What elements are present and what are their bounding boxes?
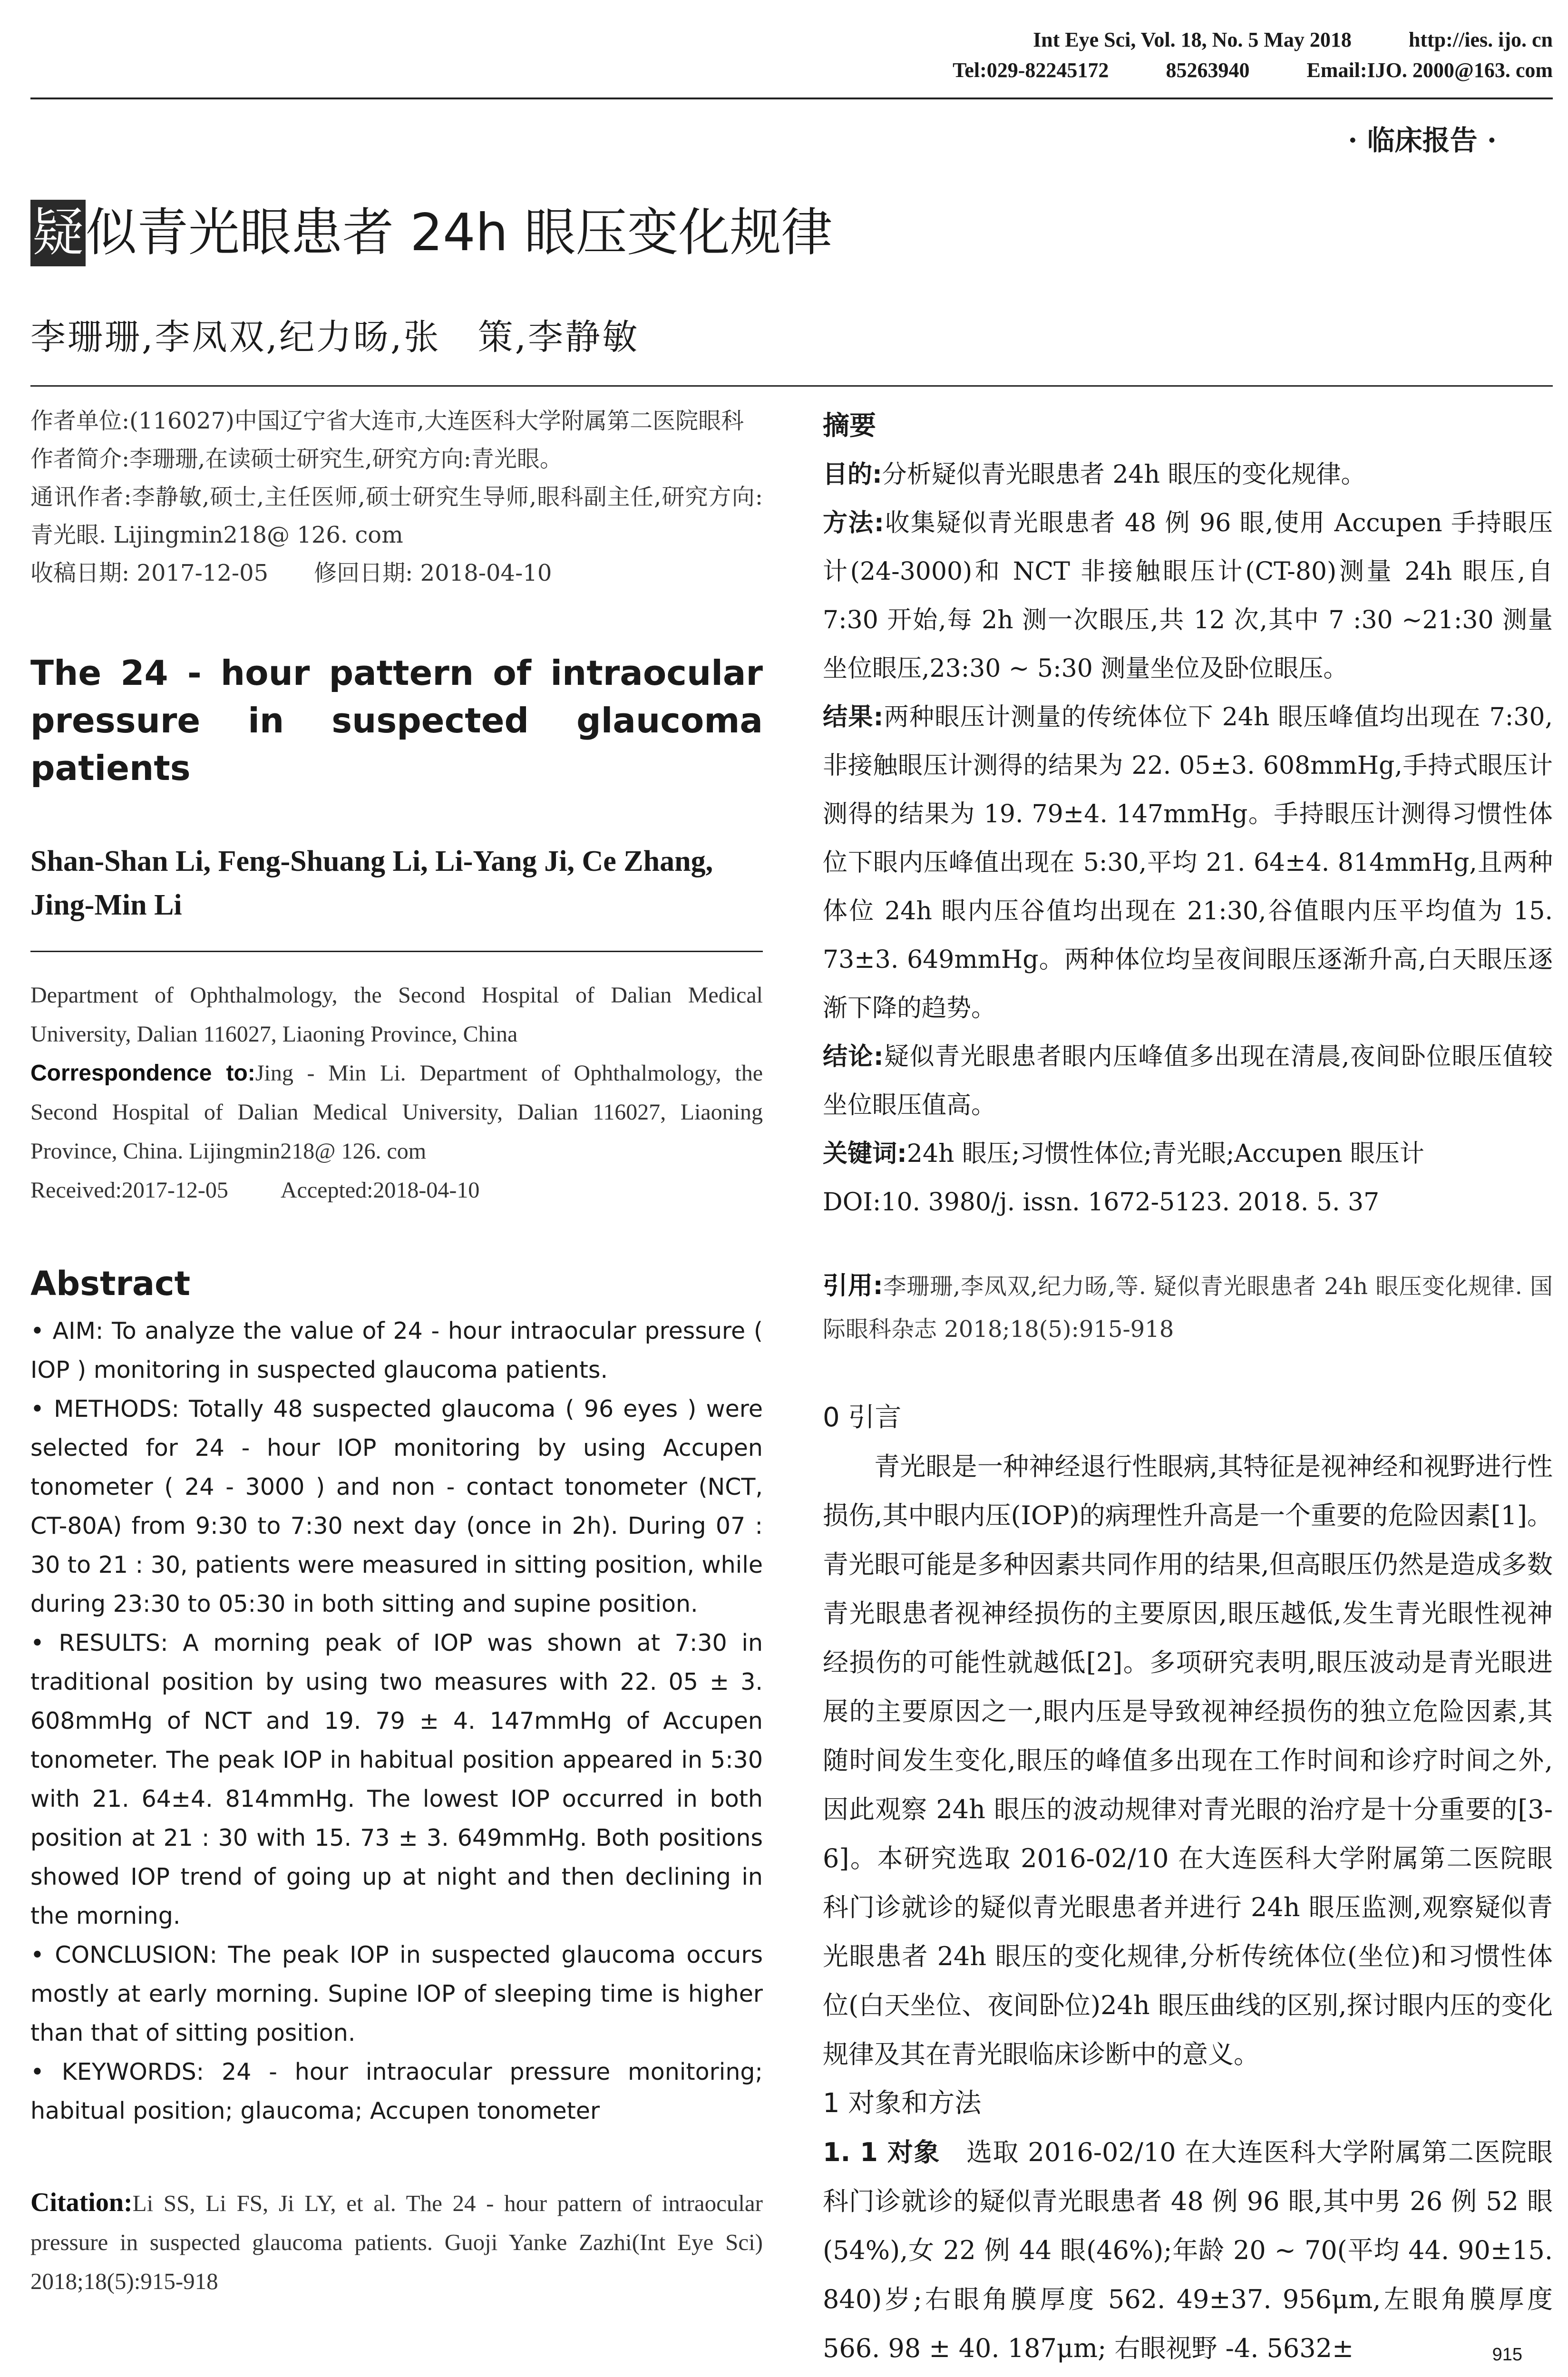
abstract-methods: • METHODS: Totally 48 suspected glaucoma ( 96 eyes ) were selected for 24 - hour IOP monitoring by using Accupen tonometer ( 24 - 3000 ) and non - contact tonometer (NCT, CT-80A) from 9:30 to 7:30 next day (once in 2h). During 07 : 30 to 21 : 30, patients were measured in sitting position, while during 23:30 to 05:30 in both sitting and supine position. (30, 1395, 763, 1617)
english-citation (30, 2183, 763, 2301)
citation-label: Citation: (30, 2188, 133, 2217)
cn-aim-label: 目的: (823, 460, 882, 489)
section-tag: · 临床报告 · (1348, 124, 1497, 156)
abstract-aim: • AIM: To analyze the value of 24 - hour intraocular pressure ( IOP ) monitoring in suspected glaucoma patients. (30, 1317, 763, 1383)
title-rest: 似青光眼患者 24h 眼压变化规律 (86, 203, 833, 263)
journal-url[interactable]: http://ies. ijo. cn (1408, 28, 1553, 51)
methods-body (823, 2128, 1553, 2373)
received-dates: 收稿日期: 2017-12-05 修回日期: 2018-04-10 (30, 560, 552, 586)
cn-methods (823, 499, 1553, 693)
methods-heading: 1 对象和方法 (823, 2088, 982, 2119)
cn-results-label: 结果: (823, 703, 884, 731)
affiliation-unit: 作者单位:(116027)中国辽宁省大连市,大连医科大学附属第二医院眼科 (30, 408, 744, 434)
right-column (823, 402, 1553, 2373)
author-list: 李珊珊,李凤双,纪力旸,张 策,李静敏 (30, 317, 640, 358)
abstract-results: • RESULTS: A morning peak of IOP was shown at 7:30 in traditional position by using two measures with 22. 05 ± 3. 608mmHg of NCT and 19. 79 ± 4. 147mmHg of Accupen tonometer. The peak IOP in habitual position appeared in 5:30 with 21. 64±4. 814mmHg. The lowest IOP occurred in both position at 21 : 30 with 15. 73 ± 3. 649mmHg. Both positions showed IOP trend of going up at night and then declining in the morning. (30, 1629, 763, 1929)
intro-heading: 0 引言 (823, 1402, 902, 1433)
article-title (30, 200, 833, 266)
cn-methods-text: 收集疑似青光眼患者 48 例 96 眼,使用 Accupen 手持眼压计(24-3000)和 NCT 非接触眼压计(CT-80)测量 24h 眼压,自 7:30 开始,每 2h 测一次眼压,共 12 次,其中 7 :30 ~21:30 测量坐位眼压,23:30 ~ 5:30 测量坐位及卧位眼压。 (823, 509, 1553, 683)
correspondence-label: Correspondence to: (30, 1061, 255, 1086)
cn-aim-text: 分析疑似青光眼患者 24h 眼压的变化规律。 (882, 460, 1366, 489)
authors-divider (30, 385, 1553, 387)
intro-body (823, 1442, 1553, 2079)
subjects-label: 1. 1 对象 (823, 2137, 940, 2167)
english-abstract (30, 1312, 763, 2131)
citation-text: Li SS, Li FS, Ji LY, et al. The 24 - hour pattern of intraocular pressure in suspected glaucoma patients. Guoji Yanke Zazhi(Int Eye Sci) 2018;18(5):915-918 (30, 2190, 763, 2294)
cn-doi[interactable]: DOI:10. 3980/j. issn. 1672-5123. 2018. 5. 37 (823, 1188, 1380, 1217)
abstract-keywords: • KEYWORDS: 24 - hour intraocular pressure monitoring; habitual position; glaucoma; Accupen tonometer (30, 2058, 763, 2124)
english-dates (30, 1171, 763, 1210)
english-authors: Shan-Shan Li, Feng-Shuang Li, Li-Yang Ji, Ce Zhang, Jing-Min Li (30, 845, 713, 921)
corresponding-author: 通讯作者:李静敏,硕士,主任医师,硕士研究生导师,眼科副主任,研究方向:青光眼. Lijingmin218@ 126. com (30, 484, 763, 548)
abstract-conclusion: • CONCLUSION: The peak IOP in suspected glaucoma occurs mostly at early morning. Supine IOP of sleeping time is higher than that of sitting position. (30, 1941, 763, 2046)
header-divider (30, 97, 1553, 99)
intro-paragraph: 青光眼是一种神经退行性眼病,其特征是视神经和视野进行性损伤,其中眼内压(IOP)的病理性升高是一个重要的危险因素[1]。青光眼可能是多种因素共同作用的结果,但高眼压仍然是造成多数青光眼患者视神经损伤的主要原因,眼压越低,发生青光眼性视神经损伤的可能性就越低[2]。多项研究表明,眼压波动是青光眼进展的主要原因之一,眼内压是导致视神经损伤的独立危险因素,其随时间发生变化,眼压的峰值多出现在工作时间和诊疗时间之外,因此观察 24h 眼压的波动规律对青光眼的治疗是十分重要的[3-6]。本研究选取 2016-02/10 在大连医科大学附属第二医院眼科门诊就诊的疑似青光眼患者并进行 24h 眼压监测,观察疑似青光眼患者 24h 眼压的变化规律,分析传统体位(坐位)和习惯性体位(白天坐位、夜间卧位)24h 眼压曲线的区别,探讨眼内压的变化规律及其在青光眼临床诊断中的意义。 (823, 1452, 1553, 2069)
abstract-heading: Abstract (30, 1264, 191, 1303)
cn-methods-label: 方法: (823, 509, 884, 537)
cn-conclusion-text: 疑似青光眼患者眼内压峰值多出现在清晨,夜间卧位眼压值较坐位眼压值高。 (823, 1042, 1553, 1120)
cn-keywords (823, 1130, 1553, 1178)
cn-aim (823, 450, 1553, 499)
english-title: The 24 - hour pattern of intraocular pressure in suspected glaucoma patients (30, 653, 763, 788)
english-affiliation (30, 976, 763, 1210)
cn-citation-text: 李珊珊,李凤双,纪力旸,等. 疑似青光眼患者 24h 眼压变化规律. 国际眼科杂志 2018;18(5):915-918 (823, 1273, 1553, 1343)
cn-keywords-label: 关键词: (823, 1140, 907, 1168)
english-department: Department of Ophthalmology, the Second Hospital of Dalian Medical University, Dalian 116027, Liaoning Province, China (30, 983, 763, 1047)
correspondence-text: Jing - Min Li. Department of Ophthalmology, the Second Hospital of Dalian Medical University, Dalian 116027, Liaoning Province, China. Lijingmin218@ 126. com (30, 1061, 763, 1164)
cn-results (823, 693, 1553, 1033)
journal-tel-2: 85263940 (1166, 58, 1250, 82)
accepted-date: Accepted:2018-04-10 (280, 1178, 480, 1203)
journal-header (896, 25, 1553, 86)
author-bio: 作者简介:李珊珊,在读硕士研究生,研究方向:青光眼。 (30, 446, 563, 472)
english-authors-divider (30, 951, 763, 952)
cn-abstract-heading: 摘要 (823, 410, 876, 441)
subjects-paragraph (823, 2128, 1553, 2373)
journal-tel: Tel:029-82245172 (953, 58, 1109, 82)
cn-results-text: 两种眼压计测量的传统体位下 24h 眼压峰值均出现在 7:30,非接触眼压计测得的结果为 22. 05±3. 608mmHg,手持式眼压计测得的结果为 19. 79±4. 147mmHg。手持眼压计测得习惯性体位下眼内压峰值出现在 5:30,平均 21. 64±4. 814mmHg,且两种体位 24h 眼内压谷值均出现在 21:30,谷值眼内压平均值为 15. 73±3. 649mmHg。两种体位均呈夜间眼压逐渐升高,白天眼压逐渐下降的趋势。 (823, 703, 1553, 1023)
received-date: Received:2017-12-05 (30, 1178, 228, 1203)
correspondence (30, 1054, 763, 1171)
cn-abstract (823, 450, 1553, 1227)
subjects-text: 选取 2016-02/10 在大连医科大学附属第二医院眼科门诊就诊的疑似青光眼患者 48 例 96 眼,其中男 26 例 52 眼(54%),女 22 例 44 眼(46%);年龄 20 ~ 70(平均 44. 90±15. 840)岁;右眼角膜厚度 562. 49±37. 956μm,左眼角膜厚度 566. 98 ± 40. 187μm; 右眼视野 -4. 5632± (823, 2137, 1553, 2363)
cn-conclusion-label: 结论: (823, 1042, 884, 1071)
cn-citation (823, 1265, 1553, 1351)
left-column (30, 402, 763, 2301)
cn-keywords-text: 24h 眼压;习惯性体位;青光眼;Accupen 眼压计 (906, 1140, 1424, 1168)
cn-citation-label: 引用: (823, 1272, 883, 1300)
journal-issue: Int Eye Sci, Vol. 18, No. 5 May 2018 (1033, 28, 1352, 51)
affiliation-block (30, 402, 763, 592)
page-number: 915 (1492, 2345, 1522, 2365)
journal-email[interactable]: Email:IJO. 2000@163. com (1306, 58, 1553, 82)
cn-conclusion (823, 1033, 1553, 1130)
title-first-char: 疑 (30, 200, 86, 266)
